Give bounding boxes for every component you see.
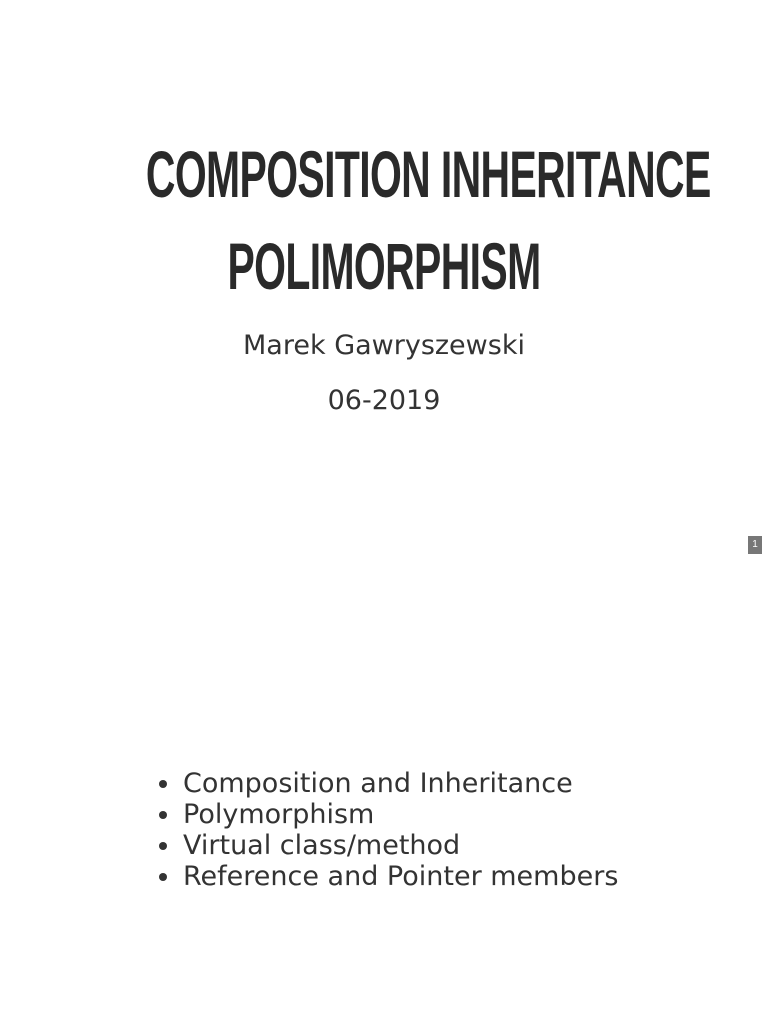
agenda-item-virtual-class-method (150, 830, 618, 861)
title-line-1: COMPOSITION INHERITANCE (145, 137, 711, 211)
presentation-date: 06-2019 (327, 385, 441, 416)
agenda-item-polymorphism (150, 799, 618, 830)
presentation-title (145, 128, 711, 312)
agenda-item-label: Polymorphism (183, 799, 375, 830)
author-name: Marek Gawryszewski (243, 330, 525, 361)
bullet-icon (159, 842, 167, 850)
bullet-icon (159, 780, 167, 788)
agenda-item-label: Virtual class/method (183, 830, 461, 861)
agenda-item-reference-and-pointer-members (150, 861, 618, 892)
bullet-icon (159, 811, 167, 819)
agenda-item-label: Reference and Pointer members (183, 861, 619, 892)
agenda-slide (0, 512, 768, 1024)
title-line-2: POLIMORPHISM (227, 229, 541, 303)
agenda-item-label: Composition and Inheritance (183, 768, 573, 799)
page-number-badge: 1 (748, 536, 762, 554)
agenda-list (150, 768, 618, 892)
bullet-icon (159, 873, 167, 881)
agenda-item-composition-and-inheritance (150, 768, 618, 799)
